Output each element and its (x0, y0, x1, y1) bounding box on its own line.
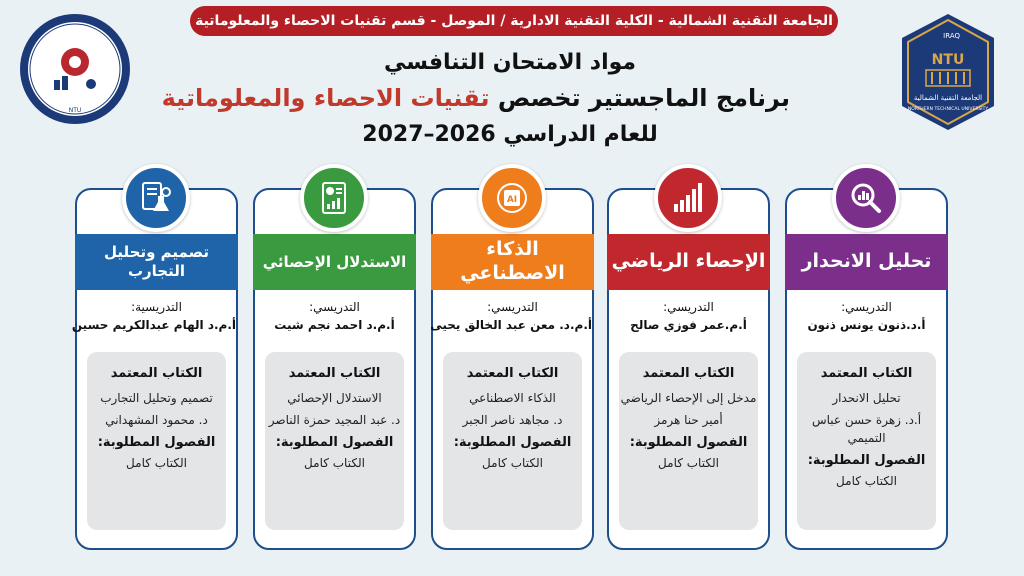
book-heading: الكتاب المعتمد (110, 366, 203, 381)
magnifier-chart-icon (832, 164, 900, 232)
subject-card (607, 188, 770, 550)
svg-text:NTU: NTU (931, 52, 965, 68)
subject-title: الذكاء الاصطناعي (431, 234, 594, 290)
book-details (265, 352, 404, 530)
program-title (161, 84, 790, 112)
book-author: أمير حنا هرمز (654, 413, 723, 427)
instructor-name: أ.م.عمر فوزي صالح (630, 318, 747, 332)
book-title: تحليل الانحدار (832, 391, 901, 405)
academic-year: للعام الدراسي 2026–2027 (362, 122, 658, 147)
instructor-name: أ.م.د. معن عبد الخالق يحيى (430, 318, 592, 332)
svg-text:IRAQ: IRAQ (943, 32, 960, 40)
subject-card (785, 188, 948, 550)
chapters-heading: الفصول المطلوبة: (807, 453, 926, 468)
chapters-heading: الفصول المطلوبة: (629, 435, 748, 450)
book-details (619, 352, 758, 530)
book-title: مدخل إلى الإحصاء الرياضي (620, 391, 757, 405)
chapters-heading: الفصول المطلوبة: (453, 435, 572, 450)
subject-title: الاستدلال الإحصائي (253, 234, 416, 290)
ai-chip-icon (478, 164, 546, 232)
chapters-value: الكتاب كامل (126, 456, 187, 470)
subject-card (253, 188, 416, 550)
book-heading: الكتاب المعتمد (642, 366, 735, 381)
instructor-name: أ.م.د الهام عبدالكريم حسين (71, 318, 236, 332)
chapters-value: الكتاب كامل (836, 474, 897, 488)
chapters-value: الكتاب كامل (658, 456, 719, 470)
instructor-label: التدريسي: (663, 300, 714, 314)
subject-title: تحليل الانحدار (785, 234, 948, 290)
instructor-name: أ.د.ذنون يونس ذنون (807, 318, 926, 332)
book-details (87, 352, 226, 530)
book-author: د. مجاهد ناصر الجبر (462, 413, 563, 427)
lab-flask-icon (122, 164, 190, 232)
subject-title: تصميم وتحليل التجارب (75, 234, 238, 290)
book-heading: الكتاب المعتمد (288, 366, 381, 381)
chapters-value: الكتاب كامل (482, 456, 543, 470)
chapters-value: الكتاب كامل (304, 456, 365, 470)
program-prefix: برنامج الماجستير تخصص (497, 84, 790, 112)
instructor-label: التدريسي: (309, 300, 360, 314)
book-title: الاستدلال الإحصائي (287, 391, 382, 405)
program-specialty: تقنيات الاحصاء والمعلوماتية (161, 84, 490, 112)
svg-text:AI: AI (506, 195, 518, 205)
instructor-label: التدريسية: (131, 300, 182, 314)
report-chart-icon (300, 164, 368, 232)
book-details (797, 352, 936, 530)
svg-text:الجامعة التقنية الشمالية: الجامعة التقنية الشمالية (913, 94, 983, 102)
book-title: تصميم وتحليل التجارب (100, 391, 213, 405)
book-author: أ.د. زهرة حسن عباس التميمي (811, 413, 922, 445)
book-heading: الكتاب المعتمد (466, 366, 559, 381)
subject-card (431, 188, 594, 550)
university-logo (898, 12, 998, 132)
page-title: مواد الامتحان التنافسي (383, 50, 637, 75)
chapters-heading: الفصول المطلوبة: (275, 435, 394, 450)
svg-text:NORTHERN TECHNICAL UNIVERSITY: NORTHERN TECHNICAL UNIVERSITY (907, 107, 989, 112)
instructor-label: التدريسي: (487, 300, 538, 314)
header-banner: الجامعة التقنية الشمالية - الكلية التقنية الادارية / الموصل - قسم تقنيات الاحصاء والمعلوماتية (190, 6, 838, 36)
book-author: د. عبد المجيد حمزة الناصر (268, 413, 401, 427)
book-author: د. محمود المشهداني (105, 413, 208, 427)
subject-title: الإحصاء الرياضي (607, 234, 770, 290)
chapters-heading: الفصول المطلوبة: (97, 435, 216, 450)
bar-chart-icon (654, 164, 722, 232)
college-logo (18, 12, 132, 126)
instructor-label: التدريسي: (841, 300, 892, 314)
book-title: الذكاء الاصطناعي (469, 391, 556, 405)
book-heading: الكتاب المعتمد (820, 366, 913, 381)
book-details (443, 352, 582, 530)
svg-text:NTU: NTU (68, 107, 82, 114)
subject-card (71, 188, 238, 550)
instructor-name: أ.م.د احمد نجم شيت (274, 318, 395, 332)
